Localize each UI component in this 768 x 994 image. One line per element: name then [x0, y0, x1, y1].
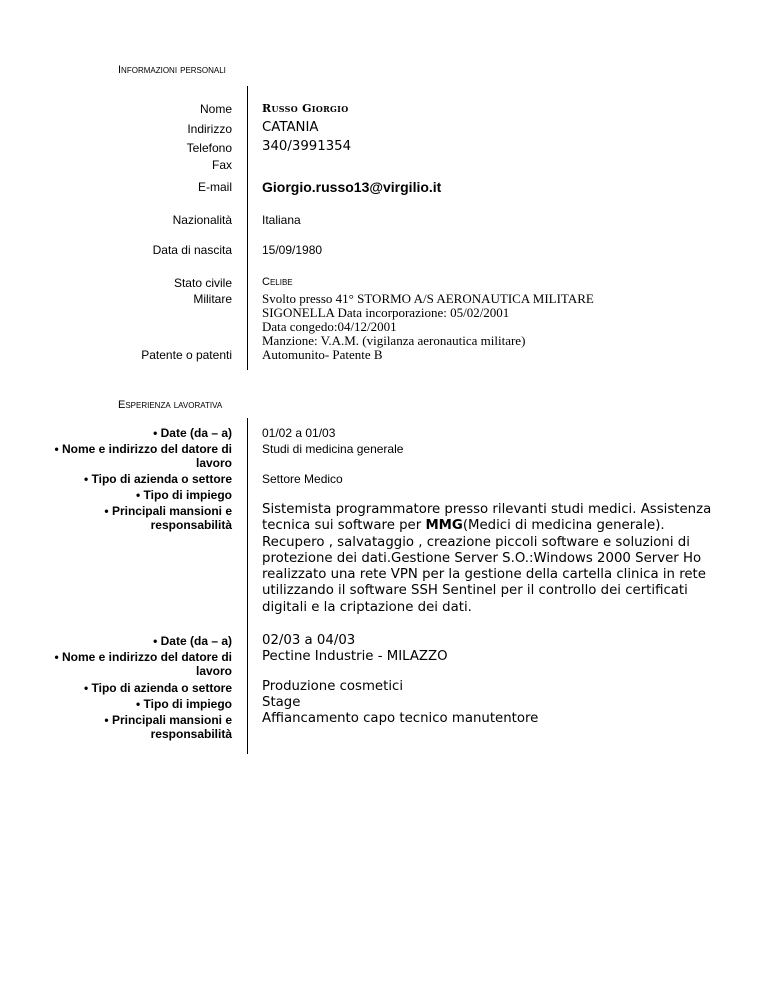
exp1-sector: Settore Medico [262, 472, 343, 486]
value-name: Russo Giorgio [262, 102, 349, 115]
exp1-label-sector: • Tipo di azienda o settore [83, 472, 232, 486]
exp1-label-employer-1: • Nome e indirizzo del datore di [54, 442, 232, 456]
value-phone: 340/3991354 [262, 139, 352, 154]
exp2-duties: Affiancamento capo tecnico manutentore [262, 711, 539, 726]
exp1-duties [262, 502, 722, 616]
value-license: Automunito- Patente B [262, 347, 383, 362]
exp1-label-employer-2: lavoro [195, 456, 232, 470]
divider-line-experience [247, 418, 248, 754]
exp2-job-type: Stage [262, 695, 301, 710]
value-military-line-3: Data congedo:04/12/2001 [262, 319, 397, 334]
label-civil-status: Stato civile [173, 276, 232, 290]
value-nationality: Italiana [262, 213, 301, 227]
exp2-employer: Pectine Industrie - MILAZZO [262, 649, 448, 664]
exp2-label-employer-2: lavoro [195, 664, 232, 678]
exp1-label-duties-2: responsabilità [150, 518, 232, 532]
exp2-label-job-type: • Tipo di impiego [136, 697, 232, 711]
label-license: Patente o patenti [141, 348, 232, 362]
value-birth-date: 15/09/1980 [262, 243, 323, 257]
value-address: CATANIA [262, 120, 319, 135]
exp1-label-dates: • Date (da – a) [153, 426, 232, 440]
exp2-label-sector: • Tipo di azienda o settore [83, 681, 232, 695]
exp1-label-job-type: • Tipo di impiego [136, 488, 232, 502]
label-birth-date: Data di nascita [152, 243, 232, 257]
section-title-personal-info: Informazioni personali [118, 64, 226, 76]
divider-line-personal [247, 86, 248, 370]
exp2-sector: Produzione cosmetici [262, 679, 404, 694]
exp1-duties-text-1: Sistemista programmatore presso rilevanti studi medici. Assistenza tecnica sui software per [262, 502, 712, 534]
exp2-label-duties-2: responsabilità [150, 727, 232, 741]
label-name: Nome [199, 102, 232, 116]
label-address: Indirizzo [187, 122, 232, 136]
label-phone: Telefono [186, 141, 232, 155]
value-military-line-1: Svolto presso 41° STORMO A/S AERONAUTICA MILITARE [262, 291, 594, 306]
value-email: Giorgio.russo13@virgilio.it [262, 179, 442, 195]
label-email: E-mail [197, 180, 232, 194]
exp2-dates: 02/03 a 04/03 [262, 633, 356, 648]
label-military: Militare [193, 292, 232, 306]
value-military-line-2: SIGONELLA Data incorporazione: 05/02/2001 [262, 305, 510, 320]
exp2-label-employer-1: • Nome e indirizzo del datore di [54, 650, 232, 664]
exp1-duties-mmg: MMG [425, 518, 463, 534]
exp2-label-duties-1: • Principali mansioni e [104, 713, 232, 727]
label-fax: Fax [211, 158, 232, 172]
exp1-dates: 01/02 a 01/03 [262, 426, 336, 440]
exp1-duties-text-2: (Medici di medicina generale). Recupero , salvataggio , creazione piccoli software e soluzioni di protezione dei dati.Gestione Server S.O.:Windows 2000 Server Ho realizzato una rete VPN per la gestione della cartella clinica in rete utilizzando il software SSH Sentinel per il controllo dei certificati digitali e la criptazione dei dati. [262, 518, 706, 615]
section-title-work-experience: Esperienza lavorativa [118, 399, 223, 411]
value-military-line-4: Manzione: V.A.M. (vigilanza aeronautica militare) [262, 333, 526, 348]
value-civil-status: Celibe [262, 276, 293, 288]
label-nationality: Nazionalità [172, 213, 232, 227]
exp2-label-dates: • Date (da – a) [153, 634, 232, 648]
exp1-label-duties-1: • Principali mansioni e [104, 504, 232, 518]
exp1-employer: Studi di medicina generale [262, 442, 404, 456]
